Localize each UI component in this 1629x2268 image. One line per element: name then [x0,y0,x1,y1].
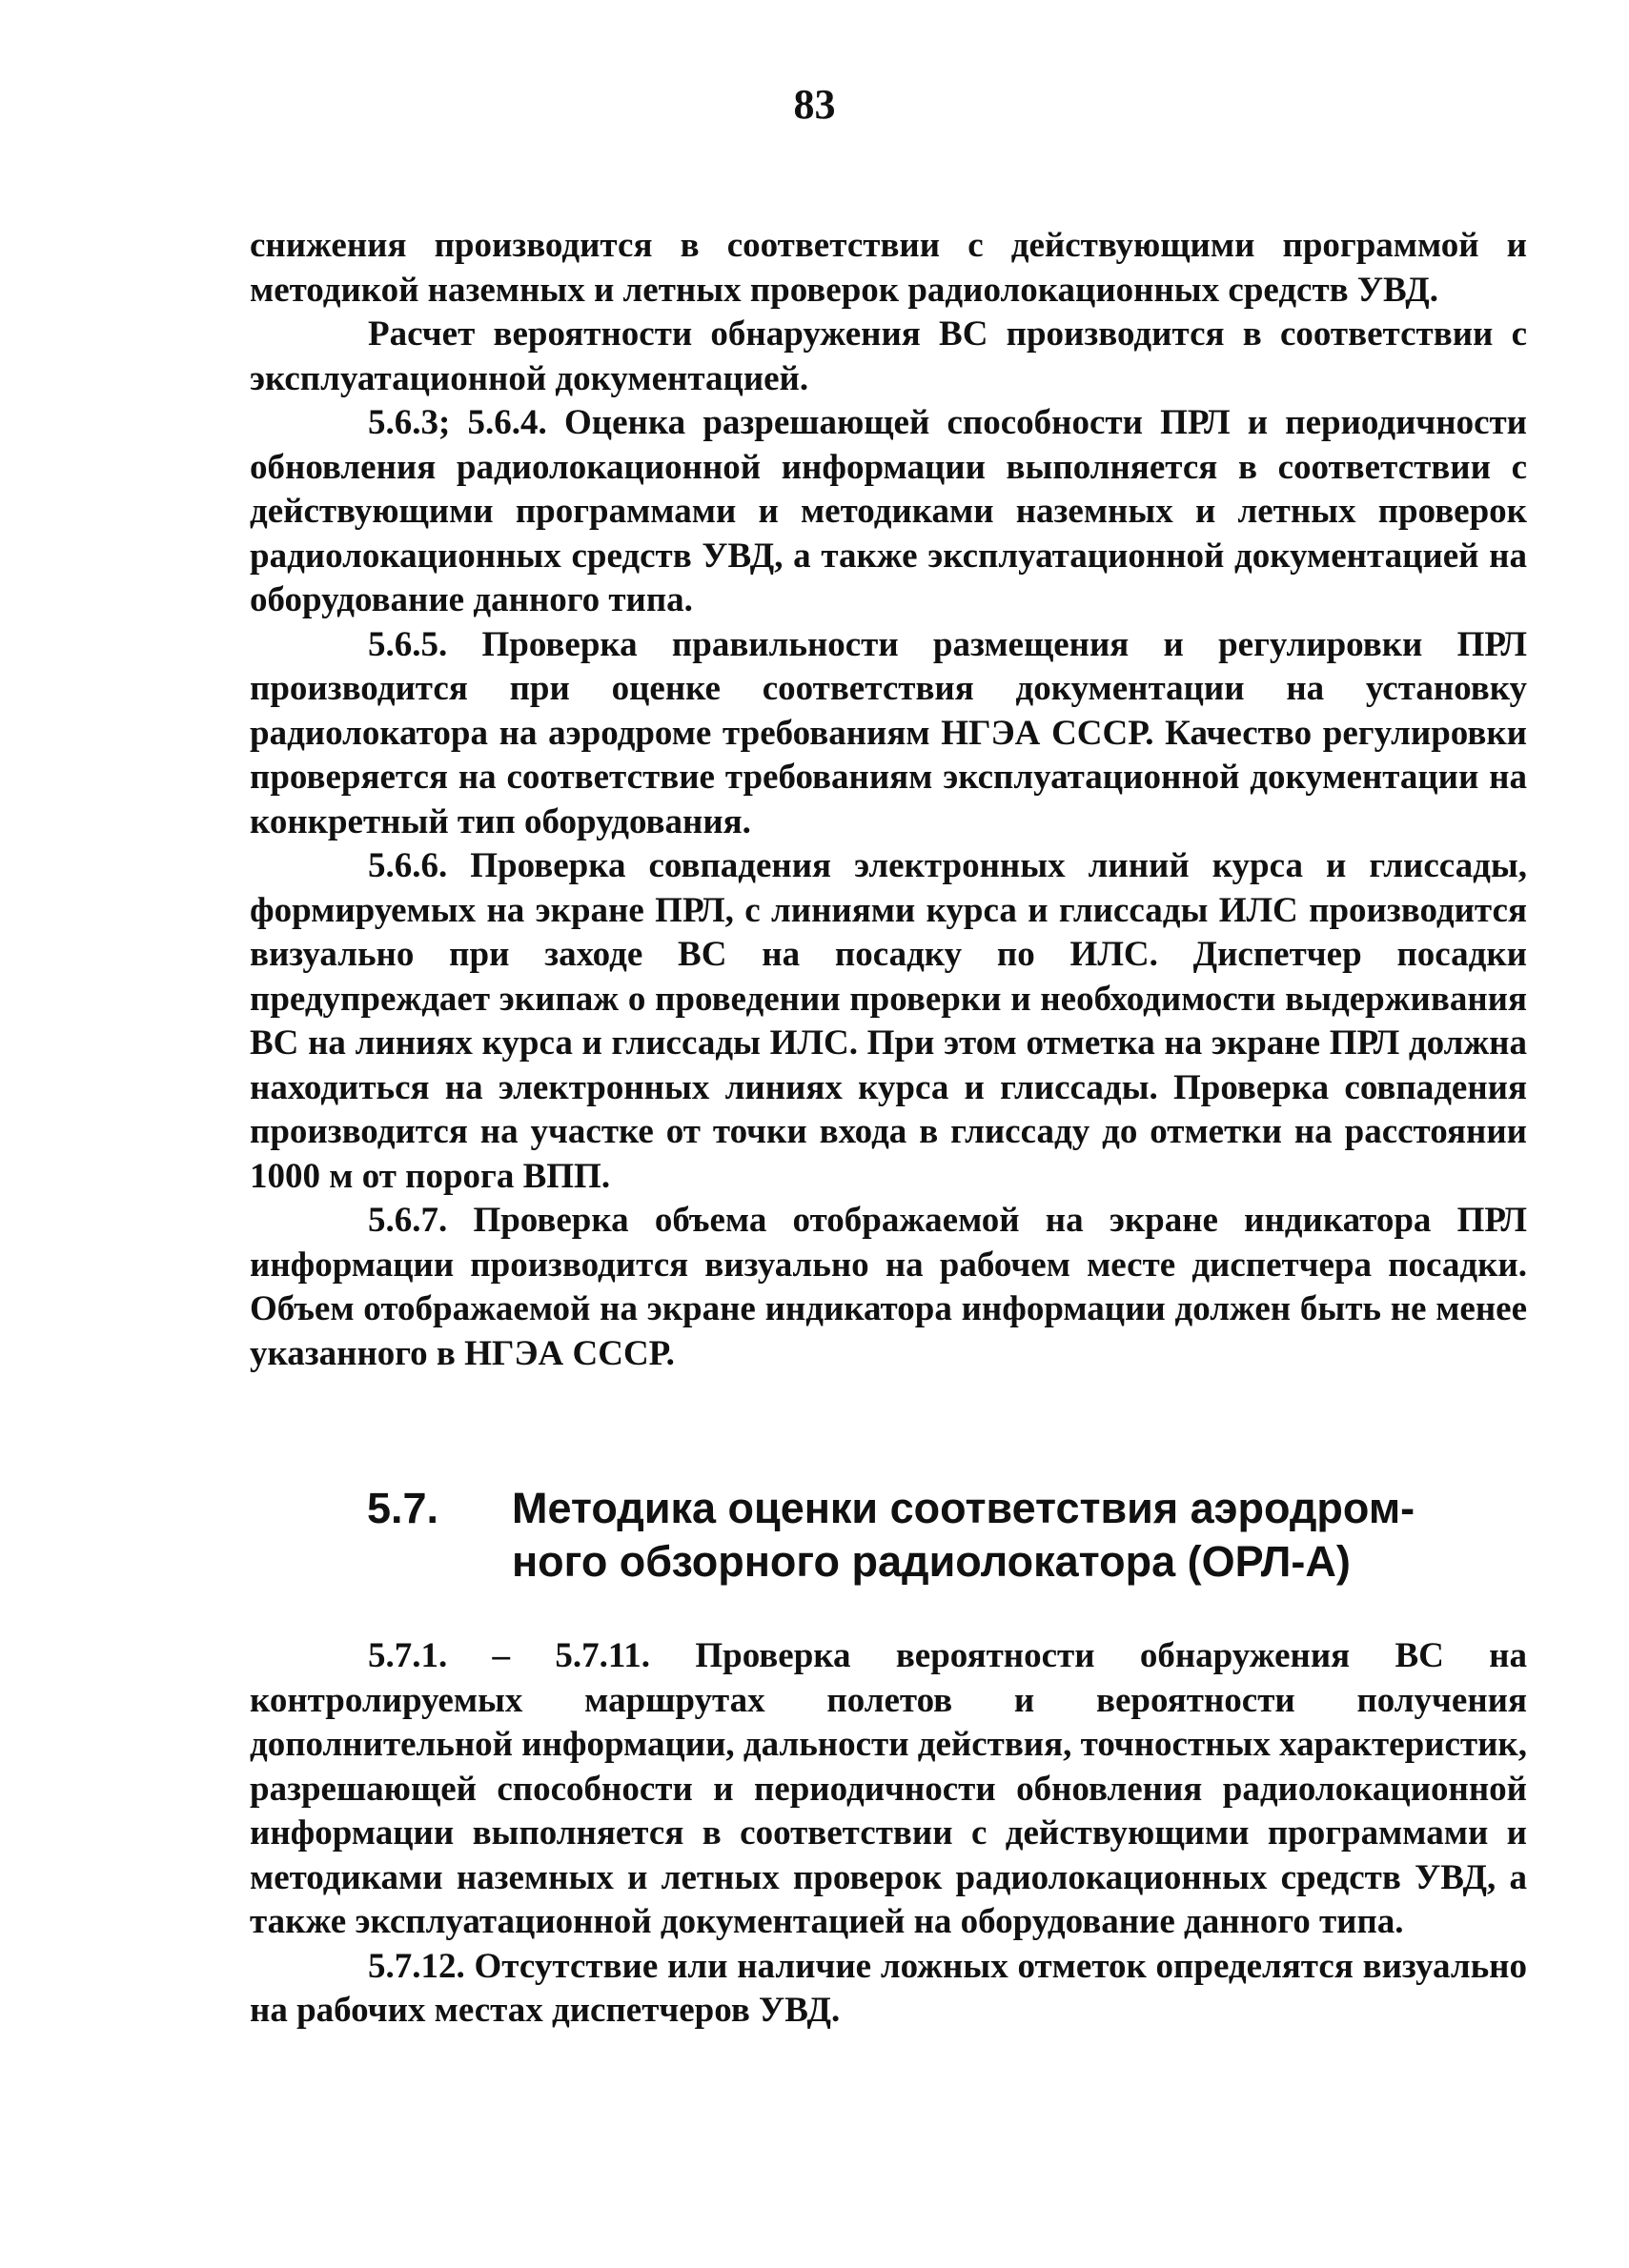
paragraph-5-6-5: 5.6.5. Проверка правильности размещения и регулировки ПРЛ производится при оценке соответствия документации на установку радиолокатора на аэродроме требованиям НГЭА СССР. Качество регулировки проверяется на соответствие требованиям эксплуатационной документации на конкретный тип оборудования. [250,624,1527,841]
section-title-line-1: Методика оценки соответствия аэродром- [512,1484,1415,1532]
text-block-section-5-6 [250,224,1527,1376]
paragraph-5-6-7: 5.6.7. Проверка объема отображаемой на экране индикатора ПРЛ информации производится визуально на рабочем месте диспетчера посадки. Объем отображаемой на экране индикатора информации должен быть не менее указанного в НГЭА СССР. [250,1201,1527,1373]
paragraph-detection-probability: Расчет вероятности обнаружения ВС производится в соответствии с эксплуатационной документацией. [250,314,1527,398]
text-block-section-5-7 [250,1634,1527,2034]
paragraph-5-7-1-5-7-11: 5.7.1. – 5.7.11. Проверка вероятности обнаружения ВС на контролируемых маршрутах полетов и вероятности получения дополнительной информации, дальности действия, точностных характеристик, разрешающей способности и периодичности обновления радиолокационной информации выполняется в соответствии с действующими программами и методиками наземных и летных проверок радиолокационных средств УВД, а также эксплуатационной документацией на оборудование данного типа. [250,1636,1527,1941]
paragraph-5-6-6: 5.6.6. Проверка совпадения электронных линий курса и глиссады, формируемых на экране ПРЛ, с линиями курса и глиссады ИЛС производится визуально при заходе ВС на посадку по ИЛС. Диспетчер посадки предупреждает экипаж о проведении проверки и необходимости выдерживания ВС на линиях курса и глиссады ИЛС. При этом отметка на экране ПРЛ должна находиться на электронных линиях курса и глиссады. Проверка совпадения производится на участке от точки входа в глиссаду до отметки на расстоянии 1000 м от порога ВПП. [250,846,1527,1196]
section-title [512,1482,1513,1589]
paragraph-continuation: снижения производится в соответствии с действующими программой и методикой наземных и летных проверок радиолокационных средств УВД. [250,226,1527,310]
paragraph-5-6-3-5-6-4: 5.6.3; 5.6.4. Оценка разрешающей способности ПРЛ и периодичности обновления радиолокационной информации выполняется в соответствии с действующими программами и методиками наземных и летных проверок радиолокационных средств УВД, а также эксплуатационной документацией на оборудование данного типа. [250,403,1527,619]
section-title-line-2: ного обзорного радиолокатора (ОРЛ-А) [512,1537,1351,1586]
paragraph-5-7-12: 5.7.12. Отсутствие или наличие ложных отметок определятся визуально на рабочих местах диспетчеров УВД. [250,1946,1527,2030]
page-number: 83 [793,81,836,128]
section-number: 5.7. [367,1484,439,1532]
